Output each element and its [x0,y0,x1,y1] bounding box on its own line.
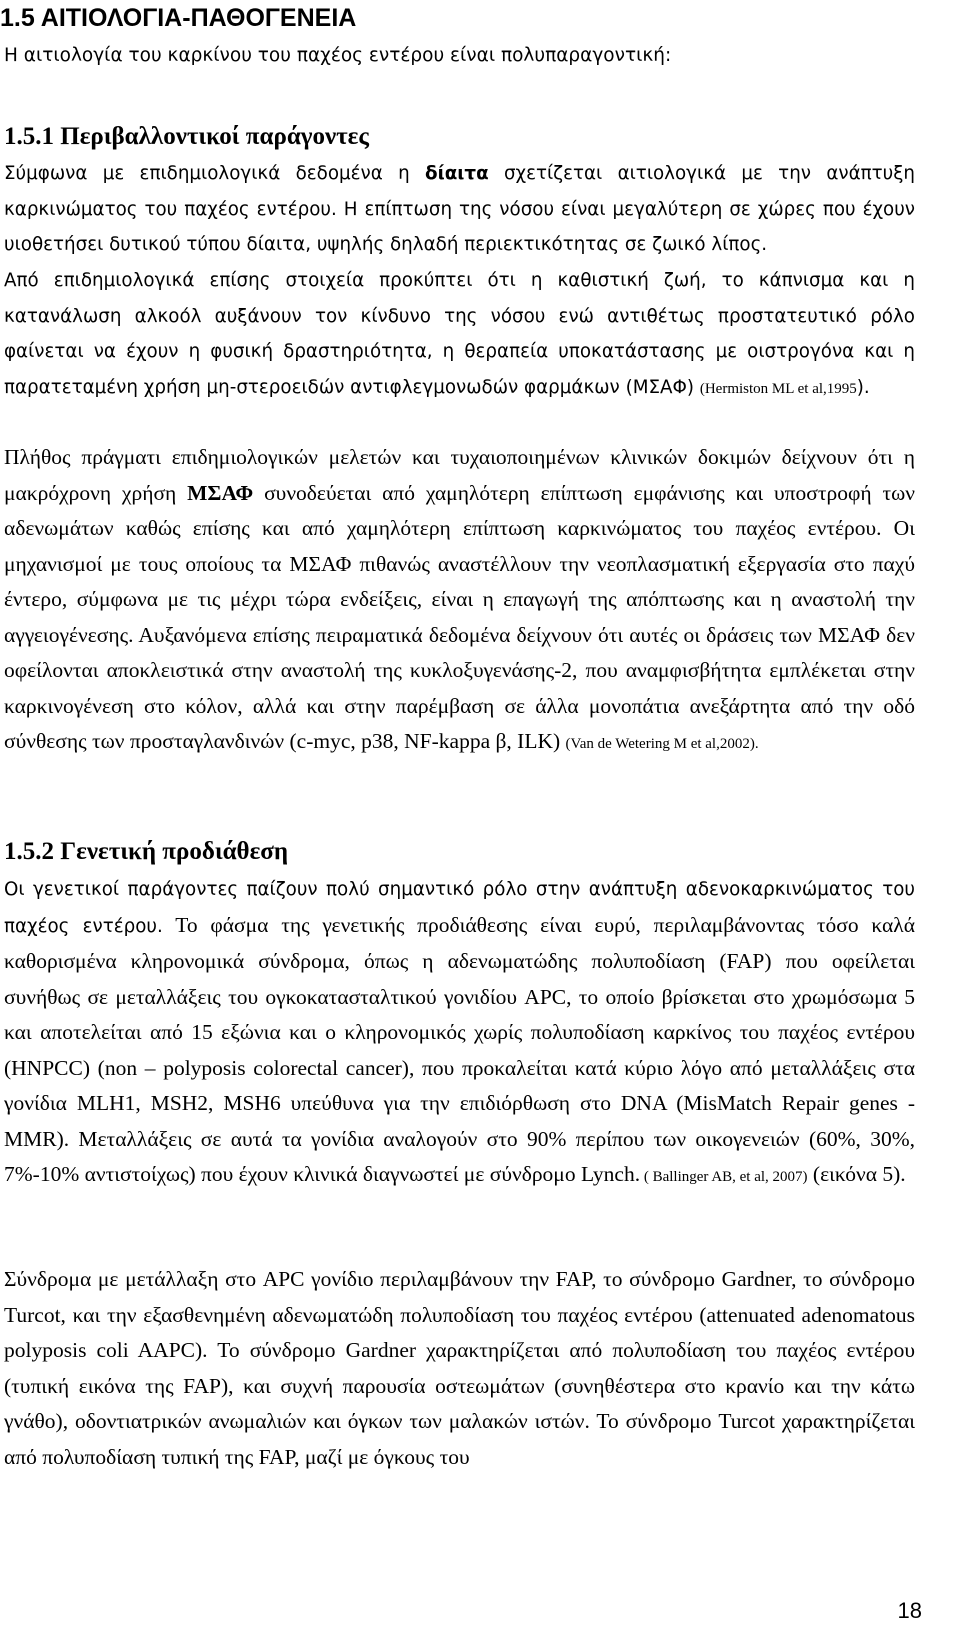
bold-term-nsaid: ΜΣΑΦ [187,480,254,505]
section-lead: Η αιτιολογία του καρκίνου του παχέος εντέρου είναι πολυπαραγοντική: [4,45,672,66]
subsection-heading-environmental: 1.5.1 Περιβαλλοντικοί παράγοντες [4,123,369,150]
citation: (Van de Wetering M et al,2002). [565,736,759,752]
section-heading: 1.5 ΑΙΤΙΟΛΟΓΙΑ-ΠΑΘΟΓΕΝΕΙΑ [0,4,357,32]
paragraph-apc-syndromes: Σύνδρομα με μετάλλαξη στο APC γονίδιο περιλαμβάνουν την FAP, το σύνδρομο Gardner, το σύνδρομο Turcot, και την εξασθενημένη αδενωματώδη πολυποδίαση του παχέος εντέρου (attenuated adenomatous polyposis coli AAPC). Το σύνδρομο Gardner χαρακτηρίζεται από πολυποδίαση του παχέος εντέρου (τυπική εικόνα της FAP), και συχνή παρουσία οστεωμάτων (συνηθέστερα στο κρανίο και την κάτω γνάθο), οδοντιατρικών ανωμαλιών και όγκων των μαλακών ιστών. Το σύνδρομο Turcot χαρακτηρίζεται από πολυποδίαση τυπική της FAP, μαζί με όγκους του [4,1267,915,1469]
paragraph-nsaid: Πλήθος πράγματι επιδημιολογικών μελετών και τυχαιοποιημένων κλινικών δοκιμών δείχνουν ότι η μακρόχρονη χρήση ΜΣΑΦ συνοδεύεται από χαμηλότερη επίπτωση εμφάνισης και υποστροφή των αδενωμάτων καθώς επίσης και από χαμηλότερη επίπτωση καρκινώματος του παχέος εντέρου. Οι μηχανισμοί με τους οποίους τα ΜΣΑΦ πιθανώς αναστέλλουν την νεοπλασματική εξεργασία στο παχύ έντερο, σύμφωνα με τις μέχρι τώρα ενδείξεις, είναι η επαγωγή της απόπτωσης και η αναστολή την αγγειογένεσης. Αυξανόμενα επίσης πειραματικά δεδομένα δείχνουν ότι αυτές οι δράσεις των ΜΣΑΦ δεν οφείλονται αποκλειστικά στην αναστολή της κυκλοξυγενάσης-2, που αναμφισβήτητα εμπλέκεται στην καρκινογένεση στο κόλον, αλλά και στην παρέμβαση σε άλλα μονοπάτια ανεξάρτητα από την οδό σύνθεσης των προσταγλανδινών (c-myc, p38, NF-kappa β, ILK) (Van de Wetering M et al,2002). [4,445,915,753]
citation: (Hermiston ML et al,1995 [699,380,857,397]
citation: ( Ballinger AB, et al, 2007) [640,1169,808,1185]
paragraph-lifestyle: Από επιδημιολογικά επίσης στοιχεία προκύπτει ότι η καθιστική ζωή, το κάπνισμα και η κατανάλωση αλκοόλ αυξάνουν τον κίνδυνο της νόσου ενώ αντιθέτως προστατευτικό ρόλο φαίνεται να έχουν η φυσική δραστηριότητα, η θεραπεία υποκατάστασης με οιστρογόνα και η παρατεταμένη χρήση μη-στεροειδών αντιφλεγμονωδών φαρμάκων (ΜΣΑΦ) (Hermiston ML et al,1995). [4,270,915,398]
page-number: 18 [897,1598,922,1623]
subsection-heading-genetic: 1.5.2 Γενετική προδιάθεση [4,838,289,865]
bold-term-diet: δίαιτα [425,163,489,184]
paragraph-diet: Σύμφωνα με επιδημιολογικά δεδομένα η δίαιτα σχετίζεται αιτιολογικά με την ανάπτυξη καρκινώματος του παχέος εντέρου. Η επίπτωση της νόσου είναι μεγαλύτερη σε χώρες που έχουν υιοθετήσει δυτικού τύπου δίαιτα, υψηλής δηλαδή περιεκτικότητας σε ζωικό λίπος. [4,163,916,255]
paragraph-genetic-factors: Οι γενετικοί παράγοντες παίζουν πολύ σημαντικό ρόλο στην ανάπτυξη αδενοκαρκινώματος του παχέος εντέρου. Το φάσμα της γενετικής προδιάθεσης είναι ευρύ, περιλαμβάνοντας τόσο καλά καθορισμένα κληρονομικά σύνδρομα, όπως η αδενωματώδης πολυποδίαση (FAP) που οφείλεται συνήθως σε μεταλλάξεις του ογκοκατασταλτικού γονιδίου APC, το οποίο βρίσκεται στο χρωμόσωμα 5 και αποτελείται από 15 εξώνια και ο κληρονομικός χωρίς πολυποδίαση καρκίνος του παχέος εντέρου (HNPCC) (non – polyposis colorectal cancer), που προκαλείται κατά κύριο λόγο από μεταλλάξεις στα γονίδια MLH1, MSH2, MSH6 υπεύθυνα για την επιδιόρθωση στο DNA (MisMatch Repair genes - MMR). Μεταλλάξεις σε αυτά τα γονίδια αναλογούν στο 90% περίπου των οικογενειών (60%, 30%, 7%-10% αντιστοίχως) που έχουν κλινικά διαγνωστεί με σύνδρομο Lynch. ( Ballinger AB, et al, 2007) (εικόνα 5). [4,879,915,1186]
